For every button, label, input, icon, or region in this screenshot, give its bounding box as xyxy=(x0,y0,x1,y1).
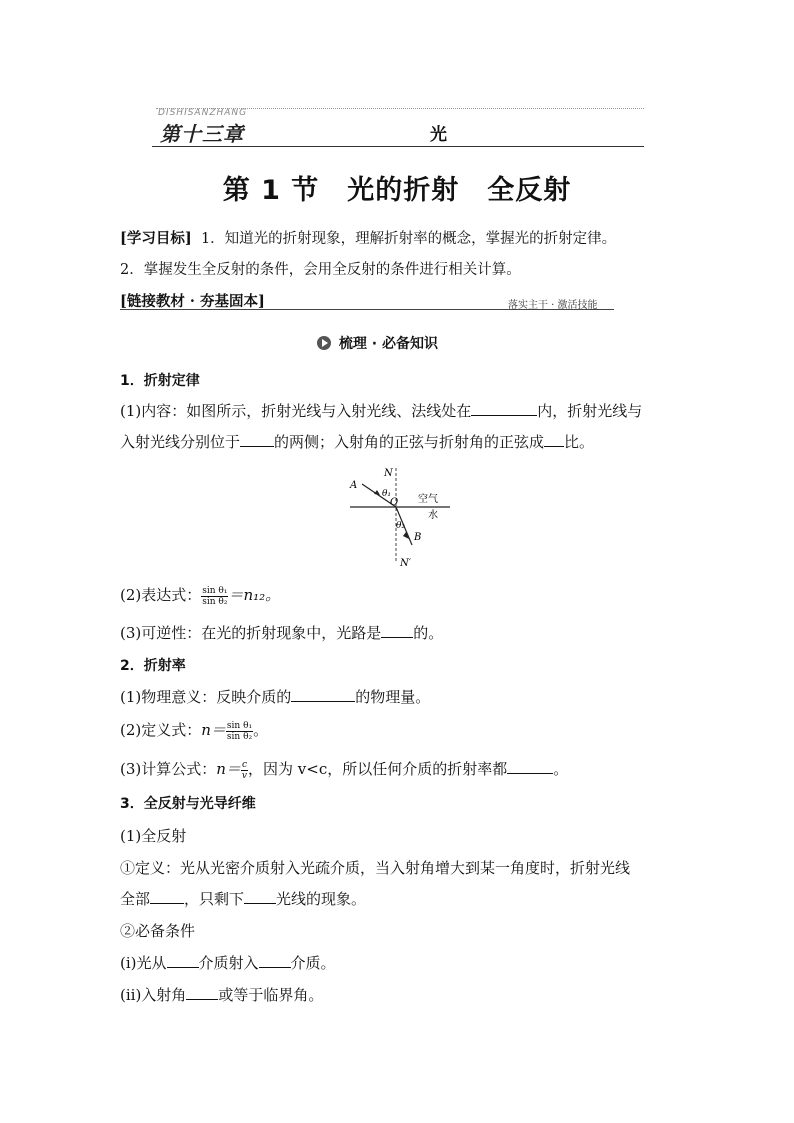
page-title: 第 1 节 光的折射 全反射 xyxy=(222,175,572,206)
label-theta1: θ₁ xyxy=(382,489,392,499)
part3-heading: 3．全反射与光导纤维 xyxy=(120,796,256,812)
label-O: O xyxy=(390,497,399,508)
blank xyxy=(259,953,291,968)
text: 的。 xyxy=(413,624,444,642)
part3-condition-i xyxy=(120,952,336,973)
part2-meaning xyxy=(120,686,430,707)
label-A: A xyxy=(350,480,358,491)
text: 内，折射光线与 xyxy=(537,402,643,420)
text: ＝n₁₂。 xyxy=(228,586,281,604)
numerator: sin θ₁ xyxy=(226,720,253,731)
text: 光线的现象。 xyxy=(276,890,367,908)
part1-content-line1 xyxy=(120,400,642,421)
denominator: sin θ₂ xyxy=(202,596,228,607)
part3-definition-line2 xyxy=(120,888,366,909)
text: 。 xyxy=(553,760,569,778)
part1-expression xyxy=(120,584,280,607)
part1-reversibility xyxy=(120,622,443,643)
text: (2)定义式： xyxy=(120,721,202,739)
label-water: 水 xyxy=(428,510,438,521)
text: 。 xyxy=(253,721,269,739)
part2-definition xyxy=(120,719,268,742)
part3-sub1: (1)全反射 xyxy=(120,827,187,845)
blank xyxy=(471,401,537,416)
label-B: B xyxy=(414,532,422,543)
part2-heading: 2．折射率 xyxy=(120,658,186,674)
part3-condition-ii xyxy=(120,984,323,1005)
goal-item-2: 2．掌握发生全反射的条件，会用全反射的条件进行相关计算。 xyxy=(120,262,521,278)
chapter-pinyin: DISHISANZHANG xyxy=(158,108,248,118)
text: n＝ xyxy=(201,721,226,739)
text: 比。 xyxy=(564,433,595,451)
blank xyxy=(291,687,355,702)
label-theta2: θ₂ xyxy=(396,521,406,531)
label-N: N xyxy=(384,468,393,479)
part1-heading: 1．折射定律 xyxy=(120,373,200,389)
blank xyxy=(167,953,199,968)
part1-content-line2 xyxy=(120,431,594,452)
fraction xyxy=(201,586,228,607)
text: 入射光线分别位于 xyxy=(120,433,241,451)
text: (3)可逆性：在光的折射现象中，光路是 xyxy=(120,624,382,642)
header-rule xyxy=(152,146,644,147)
text: (2)表达式： xyxy=(120,586,202,604)
text: ，因为 v<c，所以任何介质的折射率都 xyxy=(248,760,508,778)
text: 介质。 xyxy=(290,954,336,972)
fraction xyxy=(226,721,253,742)
text: (1)内容：如图所示，折射光线与入射光线、法线处在 xyxy=(120,402,472,420)
text: (ⅰ)光从 xyxy=(120,954,167,972)
denominator: sin θ₂ xyxy=(226,731,253,742)
blank xyxy=(150,889,184,904)
numerator: sin θ₁ xyxy=(202,585,228,596)
section-title: [链接教材 · 夯基固本] xyxy=(120,293,265,310)
text: n＝ xyxy=(216,760,241,778)
numerator: c xyxy=(241,759,247,770)
text: (3)计算公式： xyxy=(120,760,217,778)
goals-label: [学习目标] xyxy=(120,230,192,247)
fraction xyxy=(241,760,248,781)
arrow-badge-icon xyxy=(316,335,334,351)
label-air: 空气 xyxy=(418,494,438,505)
subheading xyxy=(316,333,438,353)
blank xyxy=(240,432,274,447)
text: 介质射入 xyxy=(198,954,259,972)
label-N-prime: N′ xyxy=(400,558,412,569)
chapter-label: 第十三章 xyxy=(160,122,244,146)
text: 或等于临界角。 xyxy=(218,986,324,1004)
part3-definition-line1: ①定义：光从光密介质射入光疏介质，当入射角增大到某一角度时，折射光线 xyxy=(120,859,631,877)
subject-label: 光 xyxy=(430,125,447,145)
text: 全部 xyxy=(120,890,151,908)
text: (ⅱ)入射角 xyxy=(120,986,187,1004)
text: ，只剩下 xyxy=(184,890,245,908)
section-tag: 落实主干 · 激活技能 xyxy=(508,300,598,311)
blank xyxy=(507,759,553,774)
blank xyxy=(544,432,564,447)
part2-calculation xyxy=(120,758,568,781)
blank xyxy=(244,889,276,904)
text: 的物理量。 xyxy=(355,688,431,706)
text: 的两侧；入射角的正弦与折射角的正弦成 xyxy=(274,433,545,451)
blank xyxy=(186,985,218,1000)
goals-line-2 xyxy=(120,258,521,279)
blank xyxy=(381,623,413,638)
goal-item-1: 1．知道光的折射现象，理解折射率的概念，掌握光的折射定律。 xyxy=(200,231,617,247)
refraction-diagram xyxy=(340,462,470,572)
subheading-label: 梳理 · 必备知识 xyxy=(338,336,438,352)
text: (1)物理意义：反映介质的 xyxy=(120,688,292,706)
part3-condition: ②必备条件 xyxy=(120,922,196,940)
denominator: v xyxy=(241,770,248,781)
section-rule xyxy=(120,309,614,310)
goals-line-1 xyxy=(120,227,616,248)
